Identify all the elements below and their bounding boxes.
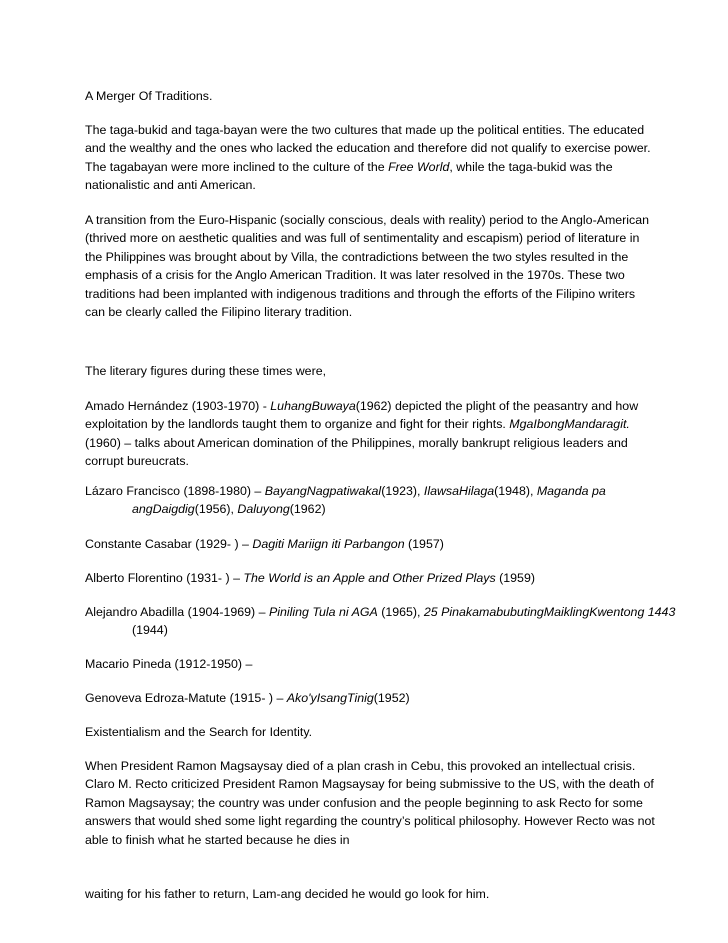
section-heading-merger: A Merger Of Traditions. bbox=[85, 89, 213, 103]
figures-intro: The literary figures during these times were, bbox=[85, 364, 327, 378]
paragraph-cultures: The taga-bukid and taga-bayan were the two cultures that made up the political entities. The educated and the wealthy and the ones who lacked the education and therefore did not qualify to exercise power. The tagabayan were more inclined to the culture of the Free World, while the taga-bukid was the nationalistic and anti American. bbox=[85, 123, 651, 193]
entry-pineda: Macario Pineda (1912-1950) – bbox=[85, 657, 253, 671]
entry-abadilla: Alejandro Abadilla (1904-1969) – Piniling Tula ni AGA (1965), 25 PinakamabubutingMaiklingKwentong 1443 (1944) bbox=[85, 605, 676, 638]
entry-casabar: Constante Casabar (1929- ) – Dagiti Mariign iti Parbangon (1957) bbox=[85, 537, 444, 551]
section-heading-existentialism: Existentialism and the Search for Identity. bbox=[85, 725, 313, 739]
entry-hernandez: Amado Hernández (1903-1970) - LuhangBuwaya(1962) depicted the plight of the peasantry and how exploitation by the landlords taught them to organize and fight for their rights. MgaIbongMandaragit. (1960) – talks about American domination of the Philippines, morally bankrupt religious leaders and corrupt bureucrats. bbox=[85, 399, 639, 469]
paragraph-magsaysay: When President Ramon Magsaysay died of a plan crash in Cebu, this provoked an intellectual crisis. Claro M. Recto criticized President Ramon Magsaysay for being submissive to the US, with the death of Ramon Magsaysay; the country was under confusion and the people beginning to ask Recto for some answers that would shed some light regarding the country’s political philosophy. However Recto was not able to finish what he started because he dies in bbox=[85, 759, 655, 847]
page-footer-line: waiting for his father to return, Lam-ang decided he would go look for him. bbox=[85, 887, 490, 901]
entry-florentino: Alberto Florentino (1931- ) – The World is an Apple and Other Prized Plays (1959) bbox=[85, 571, 535, 585]
entry-matute: Genoveva Edroza-Matute (1915- ) – Ako'yIsangTinig(1952) bbox=[85, 691, 410, 705]
entry-francisco: Lázaro Francisco (1898-1980) – BayangNagpatiwakal(1923), IlawsaHilaga(1948), Maganda pa angDaigdig(1956), Daluyong(1962) bbox=[85, 484, 606, 517]
paragraph-transition: A transition from the Euro-Hispanic (socially conscious, deals with reality) period to the Anglo-American (thrived more on aesthetic qualities and was full of sentimentality and escapism) period of literature in the Philippines was brought about by Villa, the contradictions between the two styles resulted in the emphasis of a crisis for the Anglo American Tradition. It was later resolved in the 1970s. These two traditions had been implanted with indigenous traditions and through the efforts of the Filipino writers can be clearly called the Filipino literary tradition. bbox=[85, 213, 650, 320]
